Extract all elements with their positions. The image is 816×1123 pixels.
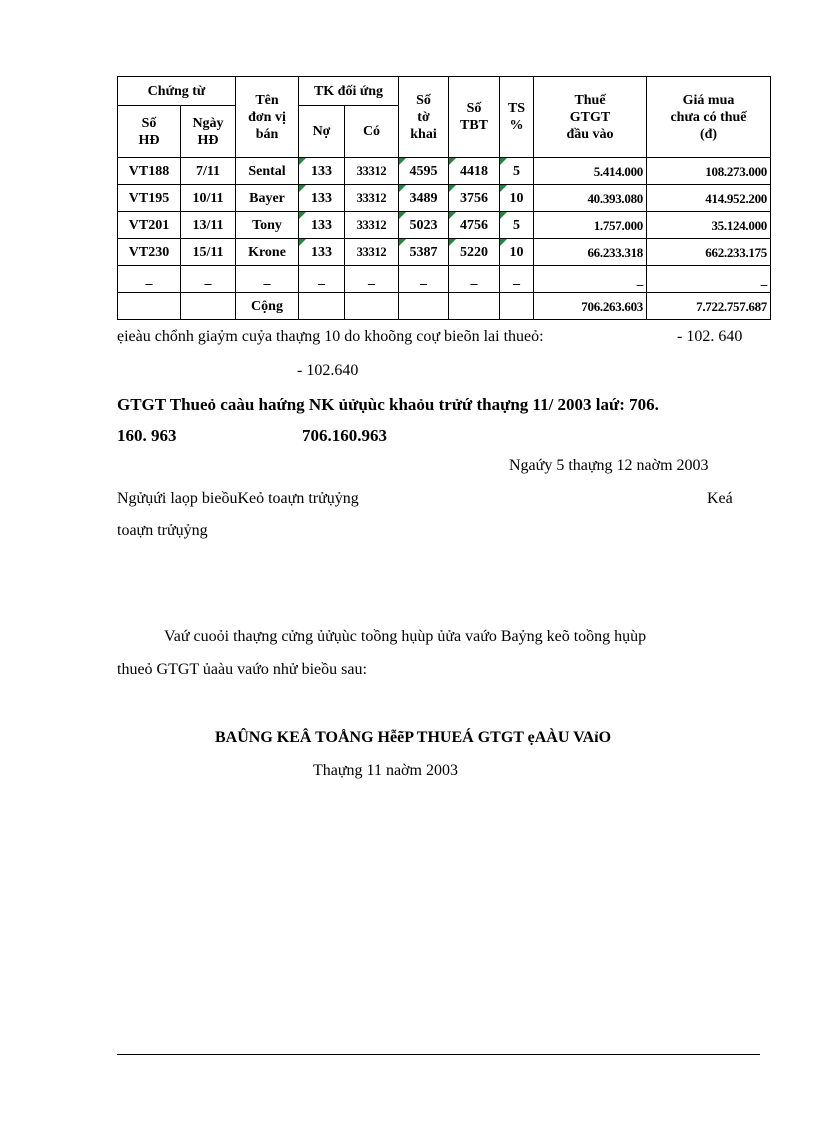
- cell-so-to: 3489: [399, 185, 449, 212]
- cell-ts: 10: [500, 185, 534, 212]
- cell-tbt: 4418: [449, 158, 500, 185]
- cell-no: _: [299, 266, 345, 293]
- cell-thue: 66.233.318: [534, 239, 647, 266]
- cell-gia: 35.124.000: [647, 212, 771, 239]
- footer-rule: [117, 1054, 760, 1055]
- signature-preparer: Ngửụứi laọp bieồuKeỏ toaựn trửụỷng: [117, 490, 359, 507]
- header-ten-don-vi: Tên đơn vị bán: [236, 77, 299, 158]
- cell-co: 33312: [345, 158, 399, 185]
- cell-ten: Sental: [236, 158, 299, 185]
- cell-co: _: [345, 266, 399, 293]
- cell-so-hd: _: [118, 266, 181, 293]
- signature-chief-accountant-b: toaựn trửụỷng: [117, 522, 208, 539]
- paragraph-line-2: thueỏ GTGT ủaàu vaứo nhử bieồu sau:: [117, 661, 367, 678]
- cell-so-hd: VT230: [118, 239, 181, 266]
- cell-so-hd: VT188: [118, 158, 181, 185]
- header-thue-gtgt: Thuế GTGT đầu vào: [534, 77, 647, 158]
- cell-tbt: _: [449, 266, 500, 293]
- adjustment-value: - 102. 640: [677, 328, 743, 345]
- header-so-tbt: Số TBT: [449, 77, 500, 158]
- cell-tbt: 4756: [449, 212, 500, 239]
- total-label: Cộng: [236, 293, 299, 320]
- cell-ngay: 15/11: [181, 239, 236, 266]
- purchase-ledger-table: [117, 76, 771, 320]
- cell-thue: 1.757.000: [534, 212, 647, 239]
- cell-ts: _: [500, 266, 534, 293]
- cell-ts: 10: [500, 239, 534, 266]
- cell-no: 133: [299, 185, 345, 212]
- document-date: Ngaứy 5 thaựng 12 naờm 2003: [509, 457, 709, 474]
- header-chung-tu: Chứng từ: [118, 77, 236, 106]
- header-no: Nợ: [299, 106, 345, 158]
- paragraph-line-1: Vaứ cuoỏi thaựng cửng ủửụùc toồng hụùp ủửa vaứo Baỷng keõ toồng hụùp: [164, 628, 647, 645]
- cell-so-to: 5023: [399, 212, 449, 239]
- table-row: [118, 158, 771, 185]
- cell-so-to: 5387: [399, 239, 449, 266]
- table-row-placeholder: [118, 266, 771, 293]
- cell-co: 33312: [345, 239, 399, 266]
- cell-tbt: 3756: [449, 185, 500, 212]
- header-co: Có: [345, 106, 399, 158]
- header-tk-doi-ung: TK đối ứng: [299, 77, 399, 106]
- cell-ngay: 10/11: [181, 185, 236, 212]
- cell-so-to: _: [399, 266, 449, 293]
- adjustment-value-repeat: - 102.640: [297, 362, 359, 379]
- section-subheading: Thaựng 11 naờm 2003: [313, 762, 458, 779]
- header-so-to-khai: Số tờ khai: [399, 77, 449, 158]
- deductible-vat-line-cont: 160. 963: [117, 426, 177, 445]
- cell-tbt: 5220: [449, 239, 500, 266]
- cell-gia: _: [647, 266, 771, 293]
- cell-thue: 5.414.000: [534, 158, 647, 185]
- cell-thue: _: [534, 266, 647, 293]
- total-thue: 706.263.603: [534, 293, 647, 320]
- cell-no: 133: [299, 212, 345, 239]
- table-total-row: [118, 293, 771, 320]
- cell-thue: 40.393.080: [534, 185, 647, 212]
- deductible-vat-line: GTGT Thueỏ caàu haứng NK ủửụùc khaỏu trửứ thaựng 11/ 2003 laứ: 706.: [117, 395, 659, 414]
- header-gia-mua: Giá mua chưa có thuế (đ): [647, 77, 771, 158]
- table-row: [118, 239, 771, 266]
- cell-so-to: 4595: [399, 158, 449, 185]
- cell-co: 33312: [345, 185, 399, 212]
- cell-ngay: 13/11: [181, 212, 236, 239]
- section-heading: BAÛNG KEÂ TOÅNG HễẽP THUEÁ GTGT ẹAÀU VAỉO: [215, 729, 612, 746]
- cell-no: 133: [299, 239, 345, 266]
- total-gia: 7.722.757.687: [647, 293, 771, 320]
- cell-so-hd: VT195: [118, 185, 181, 212]
- table-row: [118, 185, 771, 212]
- header-so-hd: Số HĐ: [118, 106, 181, 158]
- cell-ts: 5: [500, 212, 534, 239]
- table-row: [118, 212, 771, 239]
- cell-ts: 5: [500, 158, 534, 185]
- adjustment-line: ẹieàu chổnh giaỷm cuỷa thaựng 10 do khoõng coự bieõn lai thueỏ:: [117, 328, 544, 345]
- cell-gia: 108.273.000: [647, 158, 771, 185]
- cell-ten: Krone: [236, 239, 299, 266]
- cell-ngay: _: [181, 266, 236, 293]
- cell-ngay: 7/11: [181, 158, 236, 185]
- header-ts: TS %: [500, 77, 534, 158]
- cell-so-hd: VT201: [118, 212, 181, 239]
- cell-gia: 662.233.175: [647, 239, 771, 266]
- cell-ten: _: [236, 266, 299, 293]
- deductible-vat-total: 706.160.963: [302, 426, 387, 445]
- cell-no: 133: [299, 158, 345, 185]
- cell-ten: Tony: [236, 212, 299, 239]
- cell-gia: 414.952.200: [647, 185, 771, 212]
- cell-ten: Bayer: [236, 185, 299, 212]
- header-ngay-hd: Ngày HĐ: [181, 106, 236, 158]
- signature-chief-accountant-a: Keá: [707, 490, 733, 507]
- cell-co: 33312: [345, 212, 399, 239]
